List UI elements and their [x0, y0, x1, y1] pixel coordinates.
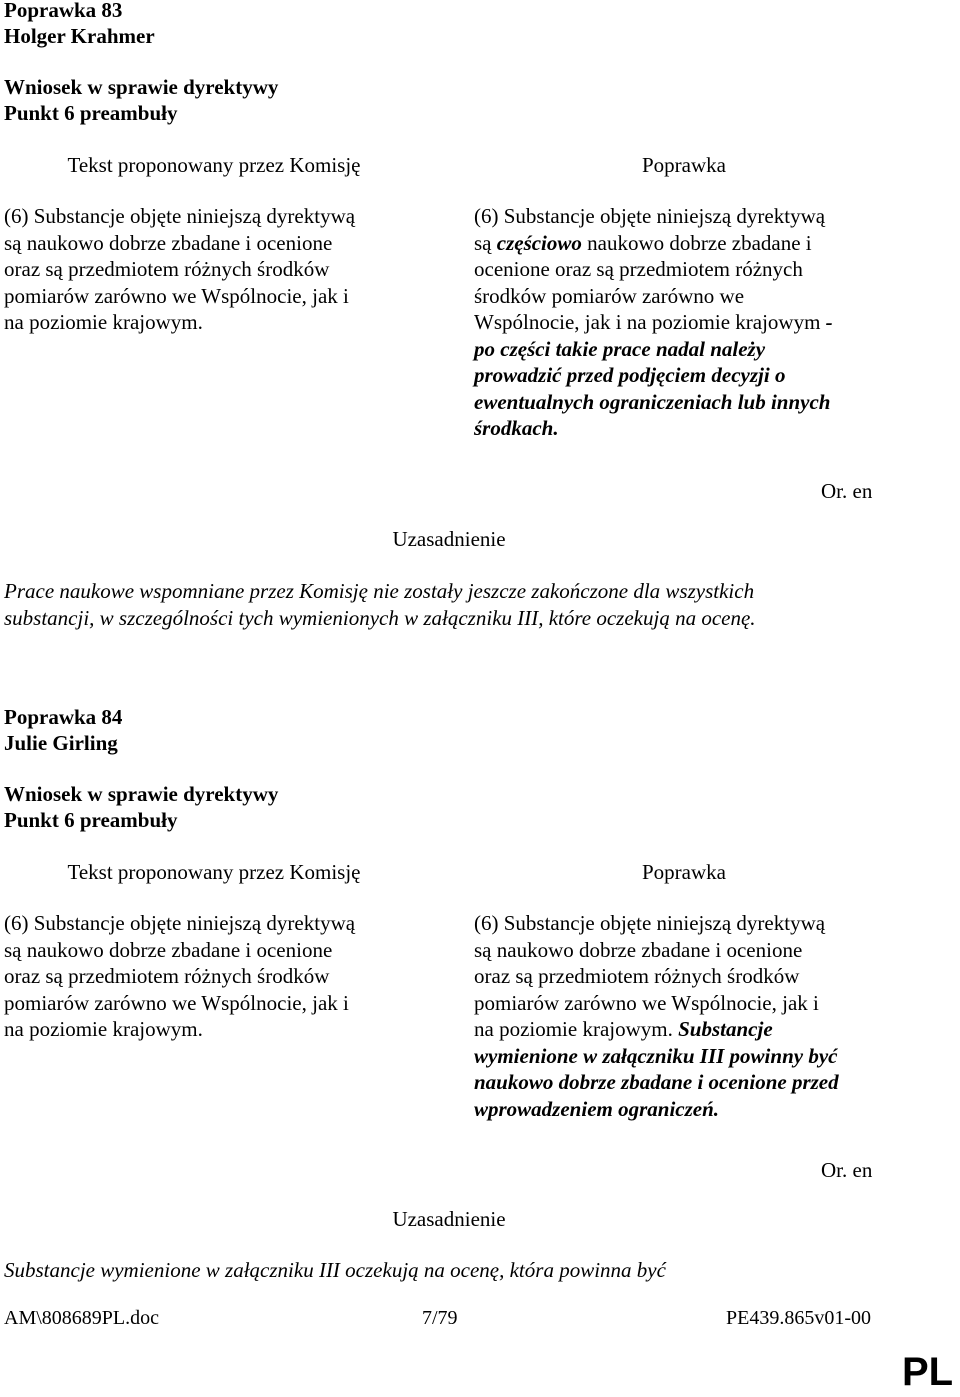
amendment-text	[474, 910, 894, 1122]
text-line: (6) Substancje objęte niniejszą dyrektywą	[4, 204, 356, 228]
text-segment: Wspólnocie, jak i na poziomie krajowym	[474, 310, 826, 334]
inserted-text: wprowadzeniem ograniczeń.	[474, 1096, 720, 1121]
inserted-text: po części takie prace nadal należy	[474, 336, 766, 361]
proposal-title: Wniosek w sprawie dyrektywy	[4, 75, 279, 99]
inserted-text: ewentualnych ograniczeniach lub innych	[474, 389, 831, 414]
amendment-number: Poprawka 83	[4, 0, 123, 22]
text-line: (6) Substancje objęte niniejszą dyrektywą	[4, 911, 356, 935]
inserted-text: Substancje	[678, 1017, 773, 1041]
proposal-point: Punkt 6 preambuły	[4, 101, 178, 125]
commission-text	[4, 203, 424, 336]
text-segment: są	[474, 230, 497, 255]
column-title-commission: Tekst proponowany przez Komisję	[67, 860, 361, 884]
text-line: (6) Substancje objęte niniejszą dyrektywą	[474, 204, 826, 228]
text-line: są naukowo dobrze zbadane i ocenione	[4, 937, 333, 962]
inserted-text: naukowo dobrze zbadane i ocenione przed	[474, 1070, 839, 1094]
text-line: środków pomiarów zarówno we	[474, 283, 745, 308]
inserted-text: -	[825, 310, 833, 334]
justification-text	[4, 1257, 666, 1284]
column-title-commission: Tekst proponowany przez Komisję	[67, 153, 361, 177]
text-line	[474, 1016, 894, 1043]
justification-text	[4, 578, 756, 631]
original-language: Or. en	[821, 479, 873, 503]
commission-text	[4, 910, 424, 1043]
text-line	[474, 309, 894, 336]
text-line: oraz są przedmiotem różnych środków	[4, 964, 330, 988]
text-line: (6) Substancje objęte niniejszą dyrektywą	[474, 911, 826, 935]
justification-title: Uzasadnienie	[392, 1207, 506, 1231]
footer-pe-ref: PE439.865v01-00	[726, 1307, 871, 1329]
text-line: na poziomie krajowym.	[4, 1017, 203, 1041]
text-line: substancji, w szczególności tych wymienionych w załączniku III, które oczekują na ocenę.	[4, 605, 756, 630]
text-segment: na poziomie krajowym.	[474, 1017, 679, 1041]
amendment-author: Holger Krahmer	[4, 24, 155, 48]
inserted-text: prowadzić przed podjęciem decyzji o	[474, 363, 786, 387]
text-line: oraz są przedmiotem różnych środków	[474, 964, 800, 988]
text-line: Prace naukowe wspomniane przez Komisję nie zostały jeszcze zakończone dla wszystkich	[4, 579, 755, 603]
amendment-number: Poprawka 84	[4, 705, 123, 729]
text-line: oraz są przedmiotem różnych środków	[4, 257, 330, 281]
language-mark: PL	[902, 1350, 954, 1394]
text-segment: naukowo dobrze zbadane i	[581, 230, 812, 255]
inserted-text: wymienione w załączniku III powinny być	[474, 1043, 838, 1068]
text-line: pomiarów zarówno we Wspólnocie, jak i	[4, 283, 349, 308]
text-line: ocenione oraz są przedmiotem różnych	[474, 257, 803, 281]
footer-page-number: 7/79	[422, 1307, 458, 1329]
text-line: Substancje wymienione w załączniku III oczekują na ocenę, która powinna być	[4, 1258, 666, 1282]
original-language: Or. en	[821, 1158, 873, 1182]
inserted-text: częściowo	[496, 230, 582, 255]
justification-title: Uzasadnienie	[392, 527, 506, 551]
column-title-amendment: Poprawka	[642, 153, 726, 177]
text-line: pomiarów zarówno we Wspólnocie, jak i	[474, 990, 819, 1015]
amendment-author: Julie Girling	[4, 731, 118, 755]
footer-doc-ref: AM\808689PL.doc	[4, 1307, 159, 1329]
proposal-title: Wniosek w sprawie dyrektywy	[4, 782, 279, 806]
text-line: są naukowo dobrze zbadane i ocenione	[4, 230, 333, 255]
column-title-amendment: Poprawka	[642, 860, 726, 884]
text-line: pomiarów zarówno we Wspólnocie, jak i	[4, 990, 349, 1015]
inserted-text: środkach.	[474, 416, 559, 440]
text-line	[474, 230, 894, 257]
proposal-point: Punkt 6 preambuły	[4, 808, 178, 832]
text-line: na poziomie krajowym.	[4, 310, 203, 334]
text-line: są naukowo dobrze zbadane i ocenione	[474, 937, 803, 962]
amendment-text	[474, 203, 894, 442]
